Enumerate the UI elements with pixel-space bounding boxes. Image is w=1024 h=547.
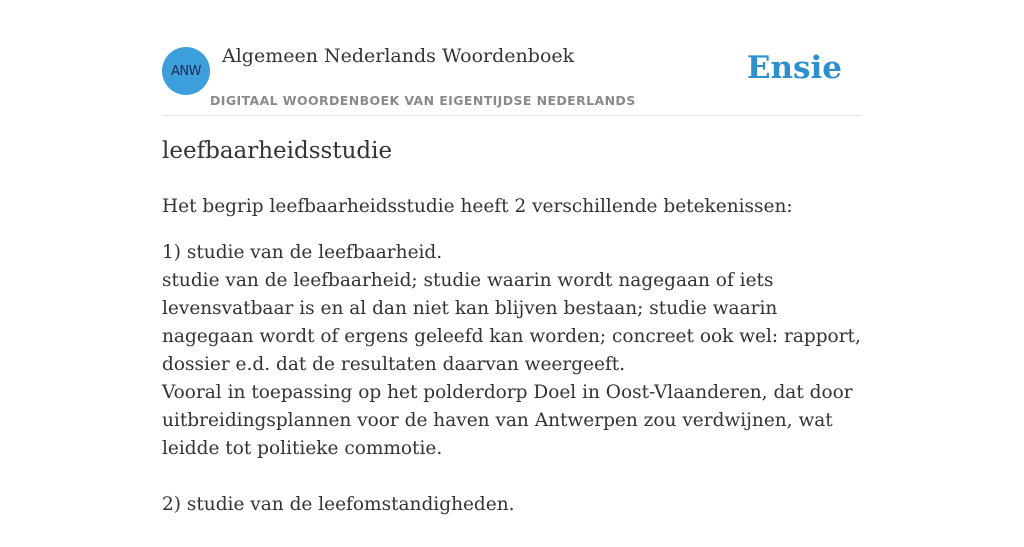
anw-logo[interactable]: ANW xyxy=(162,47,210,95)
page xyxy=(162,0,862,515)
entry-title: leefbaarheidsstudie xyxy=(162,138,393,164)
entry-intro: Het begrip leefbaarheidsstudie heeft 2 verschillende betekenissen: xyxy=(162,196,793,217)
meaning-note: Vooral in toepassing op het polderdorp Doel in Oost-Vlaanderen, dat door uitbreidingsplannen voor de haven van Antwerpen zou verdwijnen, wat leidde tot politieke commotie. xyxy=(162,382,853,459)
meaning-item xyxy=(162,491,867,519)
meaning-heading: 2) studie van de leefomstandigheden. xyxy=(162,494,515,515)
site-header xyxy=(162,0,862,116)
meaning-heading: 1) studie van de leefbaarheid. xyxy=(162,242,443,263)
site-title[interactable]: Algemeen Nederlands Woordenboek xyxy=(222,45,575,67)
site-subtitle: DIGITAAL WOORDENBOEK VAN EIGENTIJDSE NEDERLANDS xyxy=(210,93,636,108)
meanings-list xyxy=(162,239,867,547)
meaning-item xyxy=(162,239,867,463)
ensie-brand-logo[interactable]: Ensie xyxy=(746,50,842,86)
meaning-definition: studie van de leefbaarheid; studie waarin wordt nagegaan of iets levensvatbaar is en al dan niet kan blijven bestaan; studie waarin nagegaan wordt of ergens geleefd kan worden; concreet ook wel: rapport, dossier e.d. dat de resultaten daarvan weergeeft. xyxy=(162,270,861,375)
